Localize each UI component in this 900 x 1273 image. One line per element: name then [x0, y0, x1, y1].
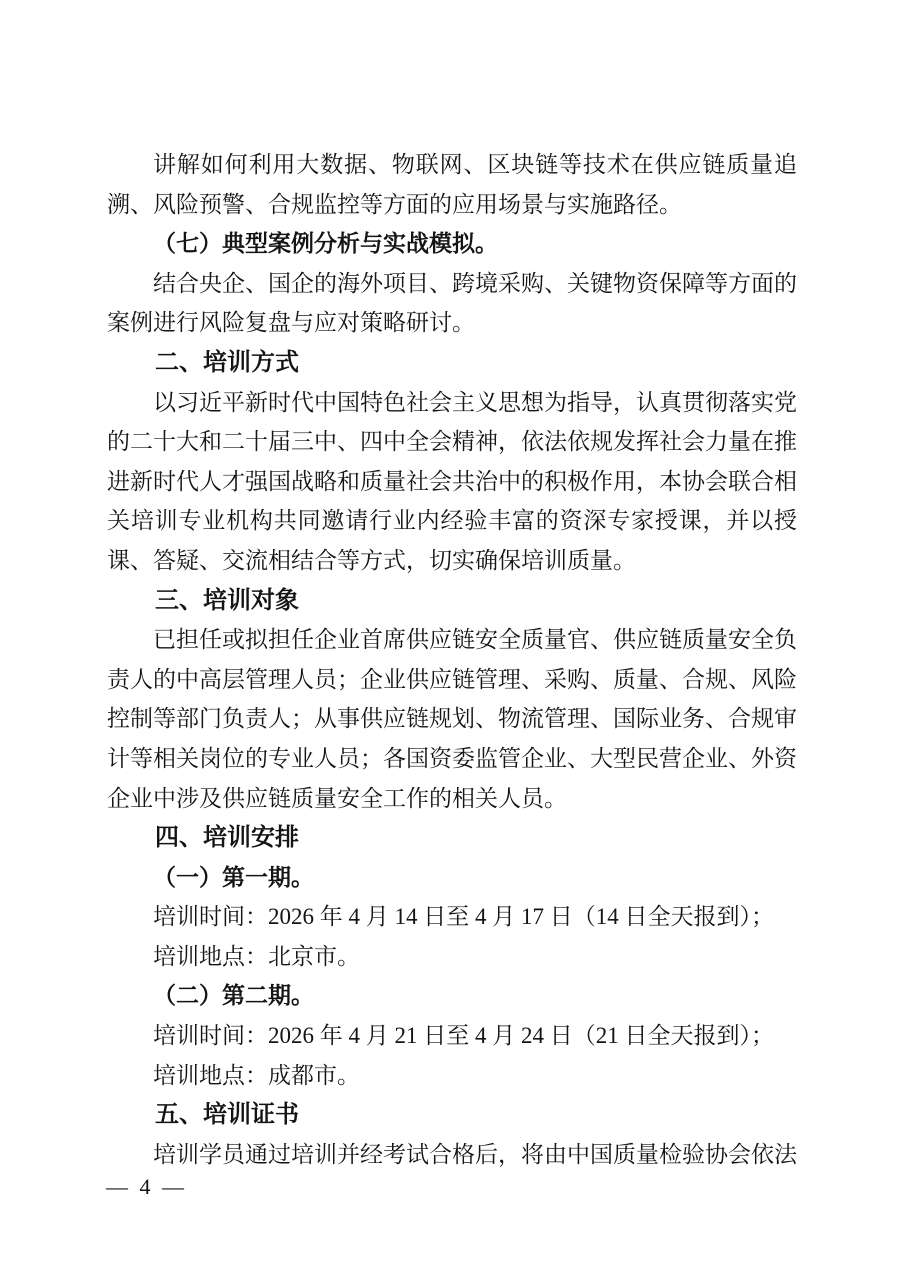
section-heading-schedule: 四、培训安排 [155, 824, 299, 852]
section-heading-method: 二、培训方式 [155, 348, 299, 376]
sub-heading-session-one: （一）第一期。 [153, 864, 314, 890]
paragraph-continuation: 培训学员通过培训并经考试合格后，将由中国质量检验协会依法 [153, 1141, 797, 1167]
paragraph: 以习近平新时代中国特色社会主义思想为指导，认真贯彻落实党的二十大和二十届三中、四中全会精神，依法依规发挥社会力量在推进新时代人才强国战略和质量社会共治中的积极作用，本协会联合相关培训专业机构共同邀请行业内经验丰富的资深专家授课，并以授课、答疑、交流相结合等方式，切实确保培训质量。 [107, 389, 797, 573]
training-time-line: 培训时间：2026 年 4 月 21 日至 4 月 24 日（21 日全天报到）； [153, 1023, 774, 1049]
training-time-line: 培训时间：2026 年 4 月 14 日至 4 月 17 日（14 日全天报到）； [153, 904, 774, 930]
training-location-line: 培训地点：北京市。 [153, 943, 360, 969]
paragraph-continuation: 讲解如何利用大数据、物联网、区块链等技术在供应链质量追溯、风险预警、合规监控等方面的应用场景与实施路径。 [107, 152, 797, 217]
paragraph: 已担任或拟担任企业首席供应链安全质量官、供应链质量安全负责人的中高层管理人员；企业供应链管理、采购、质量、合规、风险控制等部门负责人；从事供应链规划、物流管理、国际业务、合规审计等相关岗位的专业人员；各国资委监管企业、大型民营企业、外资企业中涉及供应链质量安全工作的相关人员。 [107, 627, 797, 811]
document-body [107, 145, 797, 1174]
page-number: — 4 — [106, 1174, 187, 1199]
sub-heading-item-seven: （七）典型案例分析与实战模拟。 [153, 231, 498, 257]
training-location-line: 培训地点：成都市。 [153, 1062, 360, 1088]
paragraph: 结合央企、国企的海外项目、跨境采购、关键物资保障等方面的案例进行风险复盘与应对策略研讨。 [107, 270, 797, 336]
section-heading-audience: 三、培训对象 [155, 586, 299, 614]
section-heading-certificate: 五、培训证书 [155, 1101, 299, 1129]
sub-heading-session-two: （二）第二期。 [153, 983, 314, 1009]
